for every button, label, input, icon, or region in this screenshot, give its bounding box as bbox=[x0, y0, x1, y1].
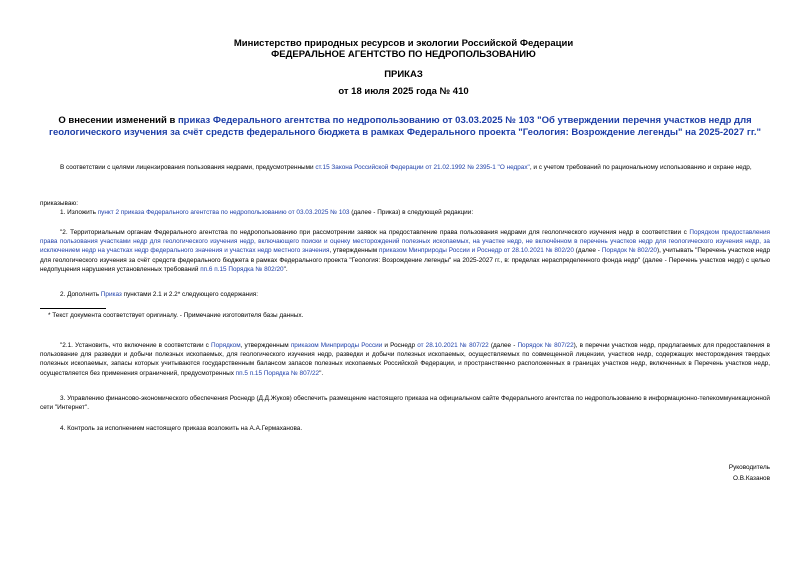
title-prefix: О внесении изменений в bbox=[58, 115, 178, 126]
quote-21-text-6: ". bbox=[319, 369, 324, 377]
quote-2-text-4: ), учитывать "Перечень участков недр для геологического изучения за счёт средств федерального бюджета в рамках Федерального проекта "Геология: Возрождение легенды" на 2025-2027 гг., в: пределах нераспределенного фонда недр" (далее - Перечень участков недр) с целью недопущения нарушения установленных требований bbox=[40, 247, 771, 273]
footnote: * Текст документа соответствует оригиналу. - Примечание изготовителя базы данных. bbox=[48, 312, 304, 319]
law-link[interactable]: ст.15 Закона Российской Федерации от 21.02.1992 № 2395-1 "О недрах" bbox=[315, 164, 530, 171]
intro-text-1: В соответствии с целями лицензирования пользования недрами, предусмотренными bbox=[60, 164, 316, 171]
intro-text-2: , и с учетом требований по рациональному использованию и охране недр, bbox=[529, 164, 752, 171]
item-3: 3. Управлению финансово-экономического обеспечения Роснедр (Д.Д.Жуков) обеспечить размещение настоящего приказа на официальном сайте Федерального агентства по недропользованию в информационно-телекоммуникационной сети "Интернет". bbox=[40, 395, 770, 412]
order-date: от 18 июля 2025 года № 410 bbox=[338, 86, 469, 97]
quote-21-text-2: , утвержденным bbox=[240, 342, 291, 349]
poryadok-link[interactable]: Порядком bbox=[211, 342, 241, 349]
agency-name: ФЕДЕРАЛЬНОЕ АГЕНТСТВО ПО НЕДРОПОЛЬЗОВАНИЮ bbox=[271, 49, 536, 60]
item-2-text-1: 2. Дополнить bbox=[60, 291, 101, 298]
quote-2-text-1: "2. Территориальным органам Федерального агентства по недропользованию при рассмотрении заявок на предоставление права пользования недрами для геологического изучения недр в соответствии с bbox=[60, 229, 690, 236]
item-1-text-2: (далее - Приказ) в следующей редакции: bbox=[349, 209, 474, 216]
pp5-link[interactable]: пп.5 п.15 Порядка № 807/22 bbox=[235, 369, 320, 377]
item-1-text-1: 1. Изложить bbox=[60, 209, 98, 216]
minprirody-link[interactable]: приказом Минприроды России bbox=[290, 342, 383, 349]
quote-21-text-3: и Роснедр bbox=[382, 342, 418, 349]
order-word: приказываю: bbox=[40, 200, 78, 207]
quote-21-text-1: "2.1. Установить, что включение в соответствии с bbox=[60, 342, 211, 349]
item-1 bbox=[40, 208, 770, 217]
prikaz-link[interactable]: Приказ bbox=[100, 291, 122, 298]
quote-2-text-3: (далее - bbox=[573, 247, 602, 255]
document-title bbox=[40, 115, 770, 139]
pp6-link[interactable]: пп.6 п.15 Порядка № 802/20 bbox=[200, 265, 284, 273]
procedure-link[interactable]: Порядком предоставления права пользования участками недр для геологического изучения недр, включающего поиски и оценку месторождений полезных ископаемых, на участке недр, не включённом в перечень участков недр для геологического изучения недр, за исключением недр на участках недр федерального значения и участках недр местного значения bbox=[40, 229, 770, 255]
ministry-name: Министерство природных ресурсов и экологии Российской Федерации bbox=[233, 38, 574, 49]
title-link[interactable]: приказ Федерального агентства по недропользованию от 03.03.2025 № 103 "Об утверждении перечня участков недр для геологического изучения за счёт средств федерального бюджета в рамках Федерального проекта "Геология: Возрождение легенды" на 2025-2027 гг." bbox=[49, 115, 761, 138]
item-2-text-2: пунктами 2.1 и 2.2* следующего содержания: bbox=[121, 291, 258, 298]
procedure-807-link[interactable]: Порядок № 807/22 bbox=[517, 342, 574, 349]
quote-item-2-1 bbox=[40, 341, 770, 378]
quote-2-text-2: , утвержденным bbox=[329, 247, 379, 255]
quote-2-text-5: ". bbox=[283, 265, 288, 273]
signature-position: Руководитель bbox=[728, 464, 770, 471]
quote-21-text-5: ), в перечни участков недр, предлагаемых для предоставления в пользование для разведки и добычи полезных ископаемых, для геологического изучения недр, разведки и добычи полезных ископаемых, осуществляемых по совмещенной лицензии, участков недр, содержащих месторождения твердых полезных ископаемых, запасы которых учитываются государственным балансом запасов полезных ископаемых Российской Федерации, и пространственно расположенных в границах участков недр, включенных в Перечень участков недр, осуществляется без применения ограничений, предусмотренных bbox=[40, 342, 770, 377]
item-1-link[interactable]: пункт 2 приказа Федерального агентства по недропользованию от 03.03.2025 № 103 bbox=[97, 209, 350, 216]
item-2 bbox=[40, 290, 770, 299]
quote-item-2 bbox=[40, 228, 770, 274]
signature-name: О.В.Казанов bbox=[733, 475, 770, 482]
item-4: 4. Контроль за исполнением настоящего приказа возложить на А.А.Гермаханова. bbox=[60, 425, 303, 432]
order-802-link[interactable]: приказом Минприроды России и Роснедр от 28.10.2021 № 802/20 bbox=[378, 247, 574, 255]
quote-21-text-4: (далее - bbox=[488, 342, 518, 349]
intro-paragraph bbox=[40, 163, 770, 172]
doc-type: ПРИКАЗ bbox=[384, 69, 423, 80]
footnote-divider bbox=[40, 308, 106, 309]
procedure-802-link[interactable]: Порядок № 802/20 bbox=[601, 247, 657, 255]
order-807-link[interactable]: от 28.10.2021 № 807/22 bbox=[417, 342, 489, 349]
